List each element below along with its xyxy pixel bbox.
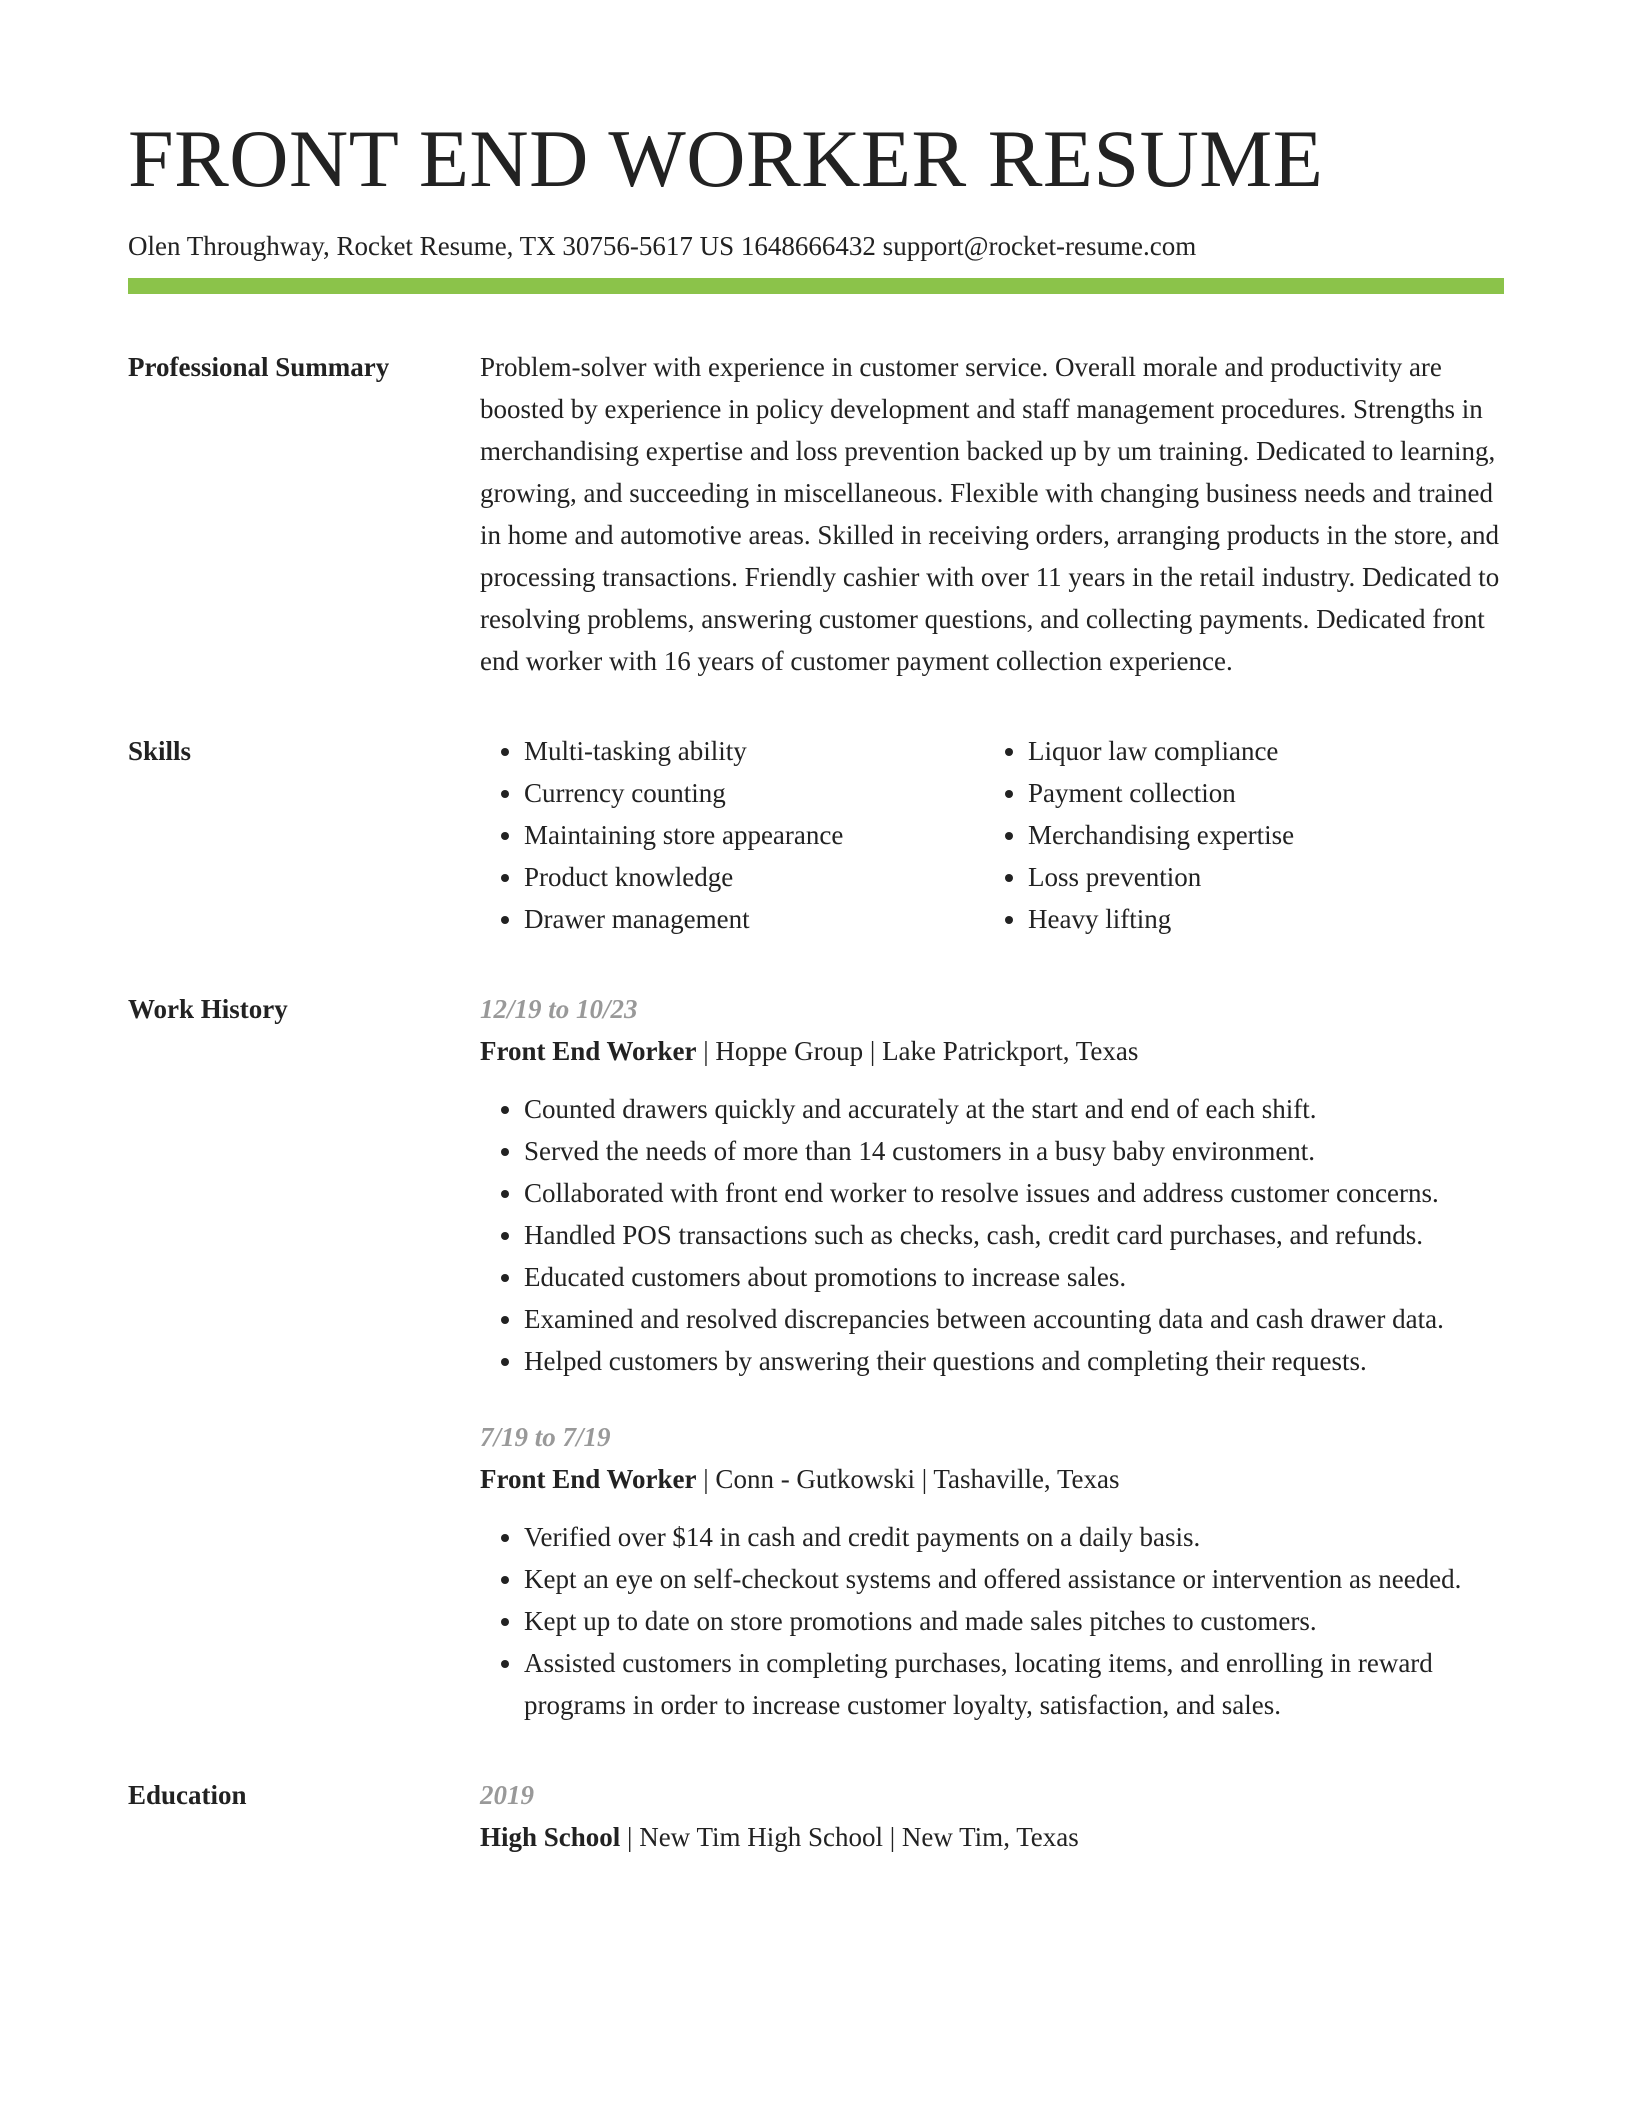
contact-line: Olen Throughway, Rocket Resume, TX 30756-5617 US 1648666432 support@rocket-resume.com [128,231,1197,261]
education-date: 2019 [480,1780,534,1811]
skill-item: • Currency counting [524,772,984,814]
education-heading: Education [128,1780,247,1811]
job-bullet: • Kept an eye on self-checkout systems and offered assistance or intervention as needed. [524,1558,1504,1600]
job-details: | Hoppe Group | Lake Patrickport, Texas [696,1036,1139,1067]
summary-text: Problem-solver with experience in customer service. Overall morale and productivity are boosted by experience in policy development and staff management procedures. Strengths in merchandising expertise and loss prevention backed up by um training. Dedicated to learning, growing, and succeeding in miscellaneous. Flexible with changing business needs and trained in home and automotive areas. Skilled in receiving orders, arranging products in the store, and processing transactions. Friendly cashier with over 11 years in the retail industry. Dedicated to resolving problems, answering customer questions, and collecting payments. Dedicated front end worker with 16 years of customer payment collection experience. [480,352,1500,677]
skills-body [480,730,1504,940]
job-bullet: • Helped customers by answering their questions and completing their requests. [524,1340,1504,1382]
work-history-section [128,988,1504,1726]
skills-section [128,730,1504,940]
job-bullet: • Assisted customers in completing purchases, locating items, and enrolling in reward programs in order to increase customer loyalty, satisfaction, and sales. [524,1642,1504,1726]
job-bullets [480,1088,1504,1382]
job-details: | Conn - Gutkowski | Tashaville, Texas [696,1464,1120,1495]
education-body [480,1774,1504,1858]
work-history-body [480,988,1504,1726]
job-bullet: • Handled POS transactions such as checks, cash, credit card purchases, and refunds. [524,1214,1504,1256]
job-heading [480,1458,1504,1500]
resume-title: FRONT END WORKER RESUME [128,113,1324,204]
job-bullet: • Counted drawers quickly and accurately at the start and end of each shift. [524,1088,1504,1130]
skill-item: • Multi-tasking ability [524,730,984,772]
job-date: 12/19 to 10/23 [480,994,638,1025]
education-details: | New Tim High School | New Tim, Texas [620,1822,1079,1853]
skill-item: • Heavy lifting [1028,898,1488,940]
skill-item: • Payment collection [1028,772,1488,814]
summary-heading: Professional Summary [128,352,390,383]
skill-item: • Maintaining store appearance [524,814,984,856]
work-history-heading: Work History [128,994,288,1025]
job-bullet: • Served the needs of more than 14 customers in a busy baby environment. [524,1130,1504,1172]
job-title: Front End Worker [480,1036,697,1067]
education-degree: High School [480,1822,621,1853]
accent-divider [128,278,1504,294]
job-bullet: • Collaborated with front end worker to resolve issues and address customer concerns. [524,1172,1504,1214]
job-date: 7/19 to 7/19 [480,1422,611,1453]
skill-item: • Loss prevention [1028,856,1488,898]
education-heading-line [480,1816,1504,1858]
job-bullet: • Kept up to date on store promotions and made sales pitches to customers. [524,1600,1504,1642]
skills-heading: Skills [128,736,192,767]
skill-item: • Merchandising expertise [1028,814,1488,856]
job-bullet: • Examined and resolved discrepancies between accounting data and cash drawer data. [524,1298,1504,1340]
job-entry [480,1416,1504,1726]
summary-body [480,346,1504,682]
job-bullet: • Educated customers about promotions to increase sales. [524,1256,1504,1298]
skills-list-left [480,730,984,940]
skill-item: • Drawer management [524,898,984,940]
job-heading [480,1030,1504,1072]
summary-section [128,346,1504,682]
skills-list-right [984,730,1488,940]
education-section [128,1774,1504,1858]
skill-item: • Product knowledge [524,856,984,898]
job-title: Front End Worker [480,1464,697,1495]
job-entry [480,988,1504,1382]
skill-item: • Liquor law compliance [1028,730,1488,772]
job-bullet: • Verified over $14 in cash and credit payments on a daily basis. [524,1516,1504,1558]
job-bullets [480,1516,1504,1726]
